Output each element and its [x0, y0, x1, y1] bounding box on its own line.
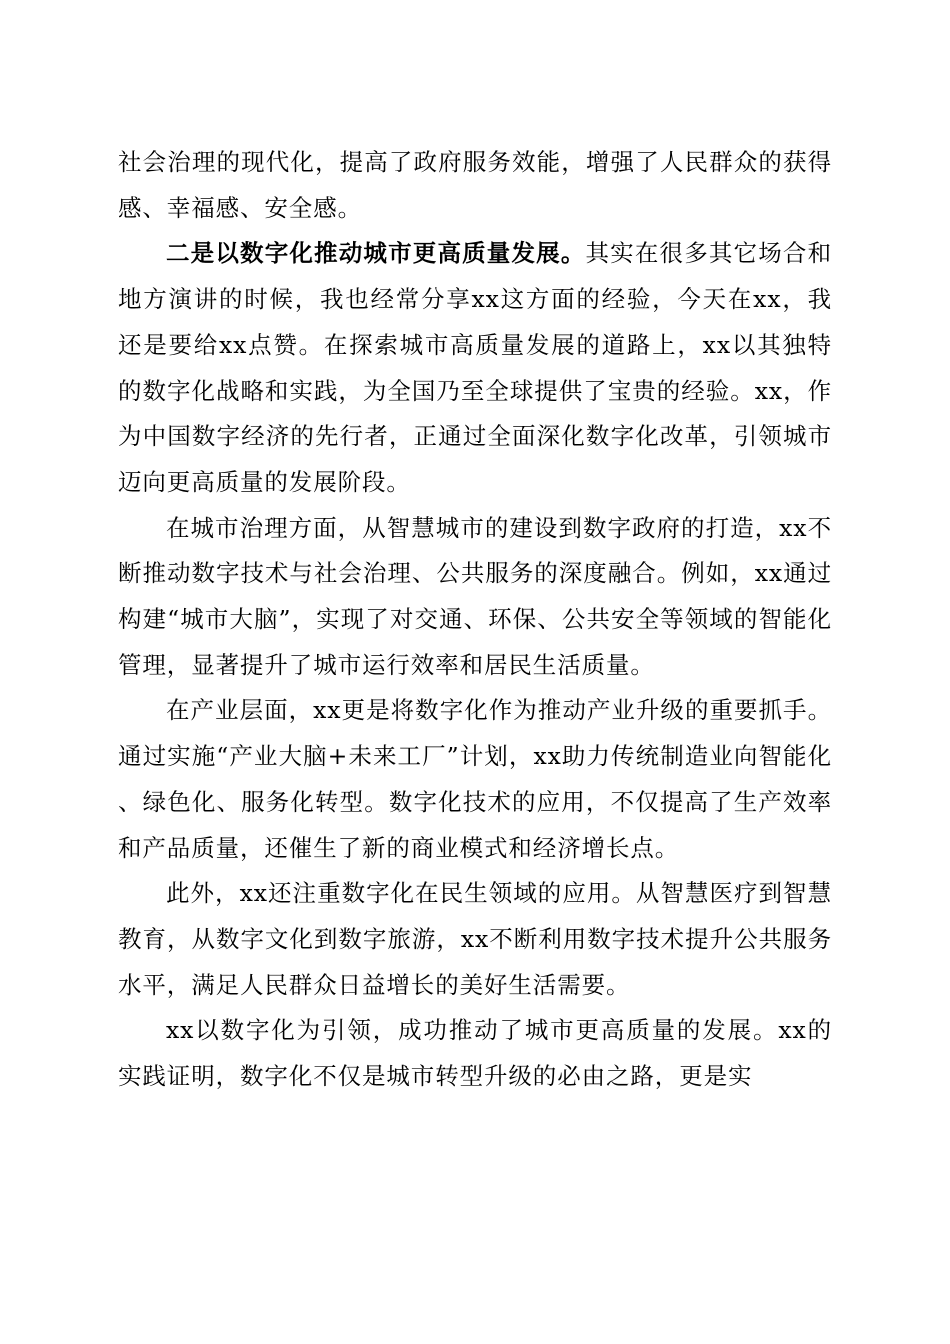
paragraph-2 — [118, 231, 832, 505]
paragraph-3 — [118, 506, 832, 689]
paragraph-5-text: 此外，xx还注重数字化在民生领域的应用。从智慧医疗到智慧教育，从数字文化到数字旅游，xx不断利用数字技术提升公共服务水平，满足人民群众日益增长的美好生活需要。 — [118, 879, 832, 999]
paragraph-2-text: 其实在很多其它场合和地方演讲的时候，我也经常分享xx这方面的经验，今天在xx，我还是要给xx点赞。在探索城市高质量发展的道路上，xx以其独特的数字化战略和实践，为全国乃至全球提供了宝贵的经验。xx，作为中国数字经济的先行者，正通过全面深化数字化改革，引领城市迈向更高质量的发展阶段。 — [118, 239, 832, 496]
paragraph-4-text: 在产业层面，xx更是将数字化作为推动产业升级的重要抓手。通过实施“产业大脑+未来工厂”计划，xx助力传统制造业向智能化、绿色化、服务化转型。数字化技术的应用，不仅提高了生产效率和产品质量，还催生了新的商业模式和经济增长点。 — [118, 696, 832, 862]
paragraph-1 — [118, 140, 832, 231]
paragraph-6-text: xx以数字化为引领，成功推动了城市更高质量的发展。xx的实践证明，数字化不仅是城市转型升级的必由之路，更是实 — [118, 1016, 832, 1091]
body-text — [118, 140, 832, 1100]
paragraph-4 — [118, 688, 832, 871]
paragraph-3-text: 在城市治理方面，从智慧城市的建设到数字政府的打造，xx不断推动数字技术与社会治理、公共服务的深度融合。例如，xx通过构建“城市大脑”，实现了对交通、环保、公共安全等领域的智能化管理，显著提升了城市运行效率和居民生活质量。 — [118, 513, 832, 679]
paragraph-6 — [118, 1008, 832, 1099]
paragraph-5 — [118, 871, 832, 1008]
paragraph-1-text: 社会治理的现代化，提高了政府服务效能，增强了人民群众的获得感、幸福感、安全感。 — [118, 148, 832, 222]
paragraph-2-heading: 二是以数字化推动城市更高质量发展。 — [166, 239, 586, 268]
